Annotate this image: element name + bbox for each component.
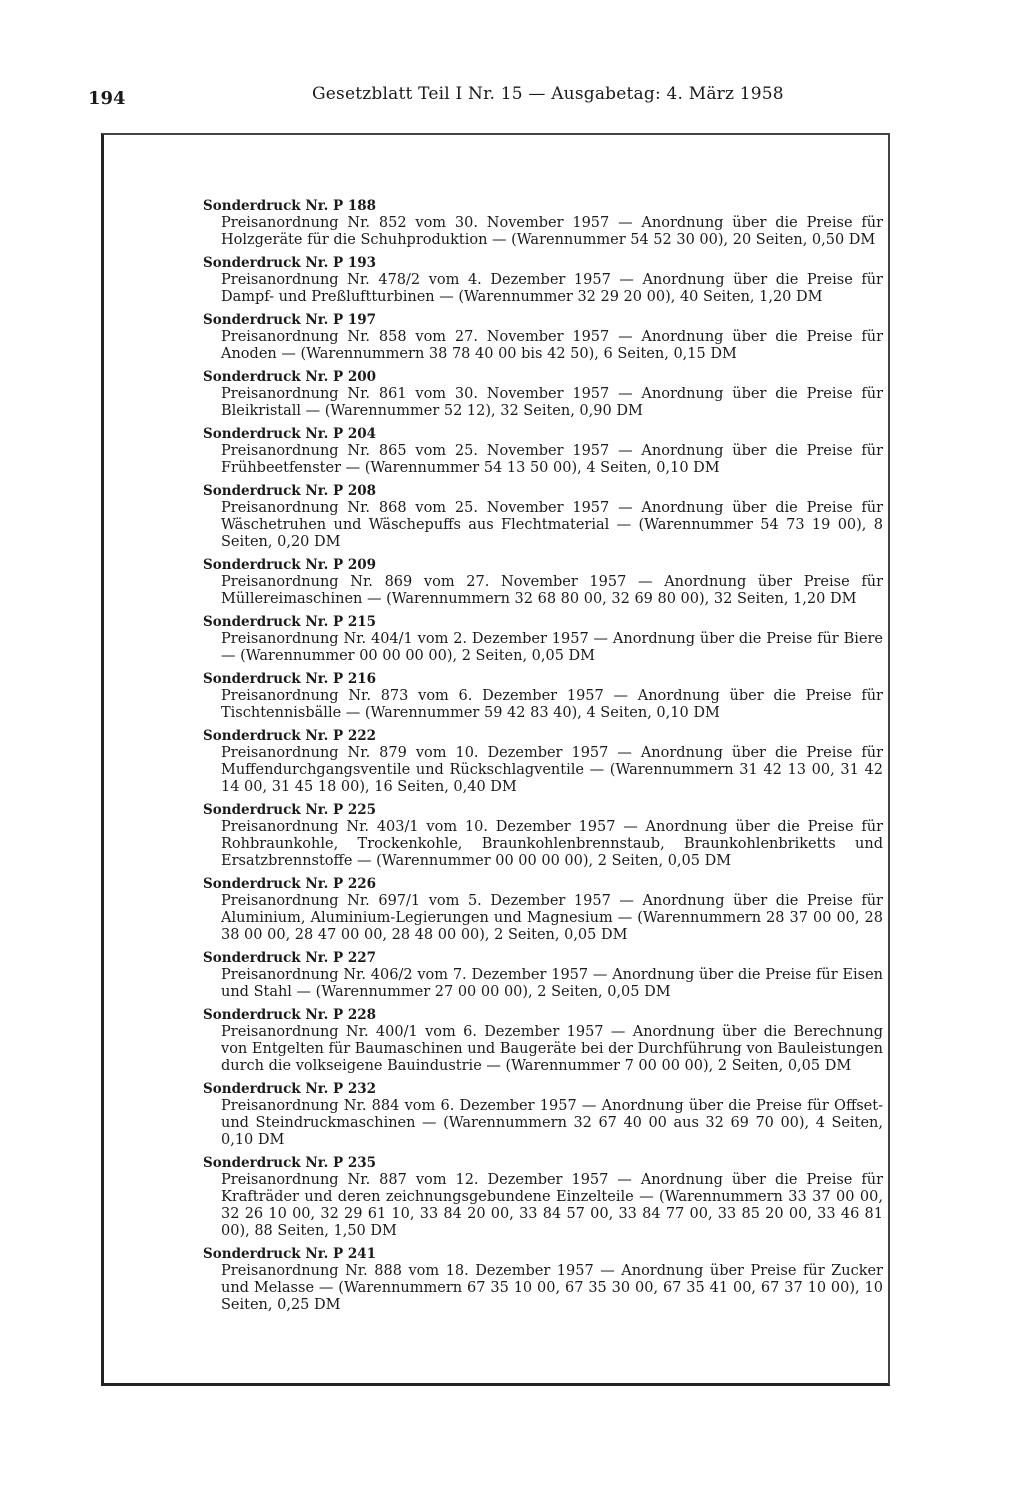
list-item [203, 614, 883, 665]
entry-text: Preisanordnung Nr. 865 vom 25. November 1957 — Anordnung über die Preise für Frühbeetfenster — (Warennummer 54 13 50 00), 4 Seiten, 0,10 DM [221, 443, 883, 476]
entry-list [203, 198, 883, 1320]
entry-title: Sonderdruck Nr. P 241 [203, 1246, 376, 1262]
entry-text: Preisanordnung Nr. 400/1 vom 6. Dezember 1957 — Anordnung über die Berechnung von Entgelten für Baumaschinen und Baugeräte bei der Durchführung von Bauleistungen durch die volkseigene Bauindustrie — (Warennummer 7 00 00 00), 2 Seiten, 0,05 DM [221, 1024, 883, 1074]
entry-text: Preisanordnung Nr. 869 vom 27. November 1957 — Anordnung über Preise für Müllereimaschinen — (Warennummern 32 68 80 00, 32 69 80 00), 32 Seiten, 1,20 DM [221, 574, 883, 607]
entry-text: Preisanordnung Nr. 888 vom 18. Dezember 1957 — Anordnung über Preise für Zucker und Melasse — (Warennummern 67 35 10 00, 67 35 30 00, 67 35 41 00, 67 37 10 00), 10 Seiten, 0,25 DM [221, 1263, 883, 1313]
entry-text: Preisanordnung Nr. 478/2 vom 4. Dezember 1957 — Anordnung über die Preise für Dampf- und Preßluftturbinen — (Warennummer 32 29 20 00), 40 Seiten, 1,20 DM [221, 272, 883, 305]
entry-title: Sonderdruck Nr. P 228 [203, 1007, 376, 1023]
list-item [203, 950, 883, 1001]
entry-title: Sonderdruck Nr. P 193 [203, 255, 376, 271]
entry-text: Preisanordnung Nr. 404/1 vom 2. Dezember 1957 — Anordnung über die Preise für Biere — (Warennummer 00 00 00 00), 2 Seiten, 0,05 DM [221, 631, 883, 664]
entry-text: Preisanordnung Nr. 879 vom 10. Dezember 1957 — Anordnung über die Preise für Muffendurchgangsventile und Rückschlagventile — (Warennummern 31 42 13 00, 31 42 14 00, 31 45 18 00), 16 Seiten, 0,40 DM [221, 745, 883, 795]
entry-title: Sonderdruck Nr. P 208 [203, 483, 376, 499]
entry-title: Sonderdruck Nr. P 226 [203, 876, 376, 892]
entry-text: Preisanordnung Nr. 868 vom 25. November 1957 — Anordnung über die Preise für Wäschetruhen und Wäschepuffs aus Flechtmaterial — (Warennummer 54 73 19 00), 8 Seiten, 0,20 DM [221, 500, 883, 550]
entry-text: Preisanordnung Nr. 403/1 vom 10. Dezember 1957 — Anordnung über die Preise für Rohbraunkohle, Trockenkohle, Braunkohlenbrennstaub, Braunkohlenbriketts und Ersatzbrennstoffe — (Warennummer 00 00 00 00), 2 Seiten, 0,05 DM [221, 819, 883, 869]
list-item [203, 876, 883, 944]
entry-title: Sonderdruck Nr. P 227 [203, 950, 376, 966]
page-number: 194 [88, 88, 126, 109]
entry-title: Sonderdruck Nr. P 204 [203, 426, 376, 442]
entry-text: Preisanordnung Nr. 852 vom 30. November 1957 — Anordnung über die Preise für Holzgeräte für die Schuhproduktion — (Warennummer 54 52 30 00), 20 Seiten, 0,50 DM [221, 215, 883, 248]
list-item [203, 312, 883, 363]
entry-text: Preisanordnung Nr. 873 vom 6. Dezember 1957 — Anordnung über die Preise für Tischtennisbälle — (Warennummer 59 42 83 40), 4 Seiten, 0,10 DM [221, 688, 883, 721]
list-item [203, 369, 883, 420]
entry-title: Sonderdruck Nr. P 232 [203, 1081, 376, 1097]
entry-title: Sonderdruck Nr. P 235 [203, 1155, 376, 1171]
list-item [203, 426, 883, 477]
page-header-title: Gesetzblatt Teil I Nr. 15 — Ausgabetag: 4. März 1958 [312, 84, 784, 104]
entry-text: Preisanordnung Nr. 858 vom 27. November 1957 — Anordnung über die Preise für Anoden — (Warennummern 38 78 40 00 bis 42 50), 6 Seiten, 0,15 DM [221, 329, 883, 362]
entry-title: Sonderdruck Nr. P 197 [203, 312, 376, 328]
list-item [203, 1155, 883, 1240]
entry-text: Preisanordnung Nr. 861 vom 30. November 1957 — Anordnung über die Preise für Bleikristall — (Warennummer 52 12), 32 Seiten, 0,90 DM [221, 386, 883, 419]
list-item [203, 1246, 883, 1314]
entry-title: Sonderdruck Nr. P 209 [203, 557, 376, 573]
list-item [203, 483, 883, 551]
entry-text: Preisanordnung Nr. 884 vom 6. Dezember 1957 — Anordnung über die Preise für Offset- und Steindruckmaschinen — (Warennummern 32 67 40 00 aus 32 69 70 00), 4 Seiten, 0,10 DM [221, 1098, 883, 1148]
entry-title: Sonderdruck Nr. P 200 [203, 369, 376, 385]
entry-title: Sonderdruck Nr. P 225 [203, 802, 376, 818]
entry-title: Sonderdruck Nr. P 188 [203, 198, 376, 214]
entry-title: Sonderdruck Nr. P 222 [203, 728, 376, 744]
entry-text: Preisanordnung Nr. 697/1 vom 5. Dezember 1957 — Anordnung über die Preise für Aluminium, Aluminium-Legierungen und Magnesium — (Warennummern 28 37 00 00, 28 38 00 00, 28 47 00 00, 28 48 00 00), 2 Seiten, 0,05 DM [221, 893, 883, 943]
list-item [203, 1081, 883, 1149]
list-item [203, 1007, 883, 1075]
entry-text: Preisanordnung Nr. 406/2 vom 7. Dezember 1957 — Anordnung über die Preise für Eisen und Stahl — (Warennummer 27 00 00 00), 2 Seiten, 0,05 DM [221, 967, 883, 1000]
entry-title: Sonderdruck Nr. P 216 [203, 671, 376, 687]
entry-text: Preisanordnung Nr. 887 vom 12. Dezember 1957 — Anordnung über die Preise für Krafträder und deren zeichnungsgebundene Einzelteile — (Warennummern 33 37 00 00, 32 26 10 00, 32 29 61 10, 33 84 20 00, 33 84 57 00, 33 84 77 00, 33 85 20 00, 33 46 81 00), 88 Seiten, 1,50 DM [221, 1172, 883, 1239]
entry-title: Sonderdruck Nr. P 215 [203, 614, 376, 630]
list-item [203, 671, 883, 722]
list-item [203, 802, 883, 870]
list-item [203, 198, 883, 249]
list-item [203, 255, 883, 306]
list-item [203, 728, 883, 796]
list-item [203, 557, 883, 608]
